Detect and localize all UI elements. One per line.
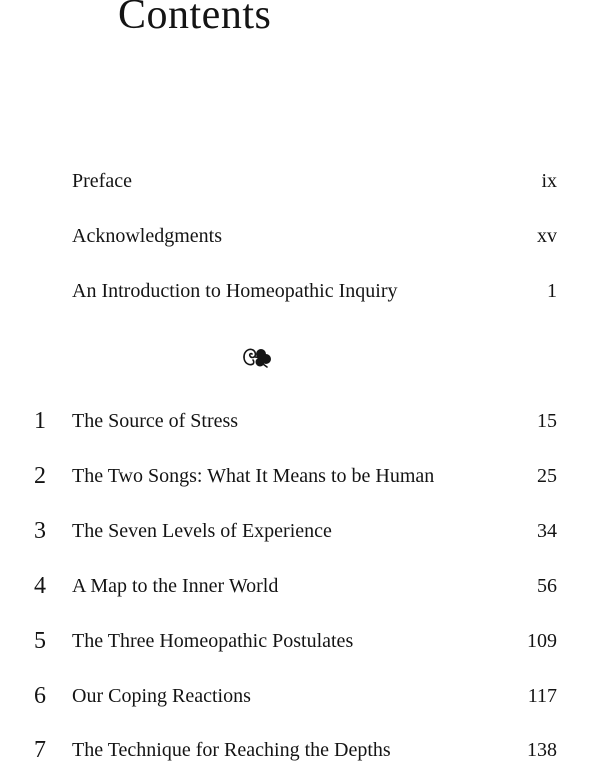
toc-chapter-5[interactable]: [0, 626, 600, 656]
toc-entry-page: xv: [537, 225, 557, 247]
toc-entry-page: 56: [537, 575, 557, 597]
toc-chapter-1[interactable]: [0, 406, 600, 436]
toc-entry-title: A Map to the Inner World: [72, 575, 279, 597]
toc-entry-title: Preface: [72, 170, 132, 192]
page-title: Contents: [118, 0, 272, 38]
toc-entry-introduction[interactable]: [0, 276, 600, 306]
toc-entry-title: An Introduction to Homeopathic Inquiry: [72, 280, 398, 302]
chapter-number: 6: [34, 683, 46, 709]
chapter-number: 2: [34, 463, 46, 489]
toc-entry-page: 109: [527, 630, 557, 652]
toc-entry-page: 25: [537, 465, 557, 487]
toc-entry-title: The Seven Levels of Experience: [72, 520, 332, 542]
toc-entry-title: The Technique for Reaching the Depths: [72, 739, 391, 761]
chapter-number: 1: [34, 408, 46, 434]
toc-entry-title: Acknowledgments: [72, 225, 222, 247]
chapter-number: 4: [34, 573, 46, 599]
toc-entry-page: 1: [547, 280, 557, 302]
toc-entry-page: ix: [541, 170, 557, 192]
toc-entry-page: 138: [527, 739, 557, 761]
chapter-number: 3: [34, 518, 46, 544]
fleuron-icon: [241, 345, 273, 369]
toc-entry-page: 15: [537, 410, 557, 432]
toc-chapter-6[interactable]: [0, 681, 600, 711]
toc-entry-title: The Three Homeopathic Postulates: [72, 630, 354, 652]
toc-entry-page: 117: [527, 685, 557, 707]
toc-entry-page: 34: [537, 520, 557, 542]
toc-entry-preface[interactable]: [0, 166, 600, 196]
toc-entry-title: Our Coping Reactions: [72, 685, 251, 707]
toc-entry-title: The Source of Stress: [72, 410, 239, 432]
toc-chapter-4[interactable]: [0, 571, 600, 601]
chapter-number: 5: [34, 628, 46, 654]
toc-entry-acknowledgments[interactable]: [0, 221, 600, 251]
toc-chapter-2[interactable]: [0, 461, 600, 491]
toc-chapter-7[interactable]: [0, 735, 600, 765]
toc-entry-title: The Two Songs: What It Means to be Human: [72, 465, 435, 487]
toc-chapter-3[interactable]: [0, 516, 600, 546]
chapter-number: 7: [34, 737, 46, 763]
